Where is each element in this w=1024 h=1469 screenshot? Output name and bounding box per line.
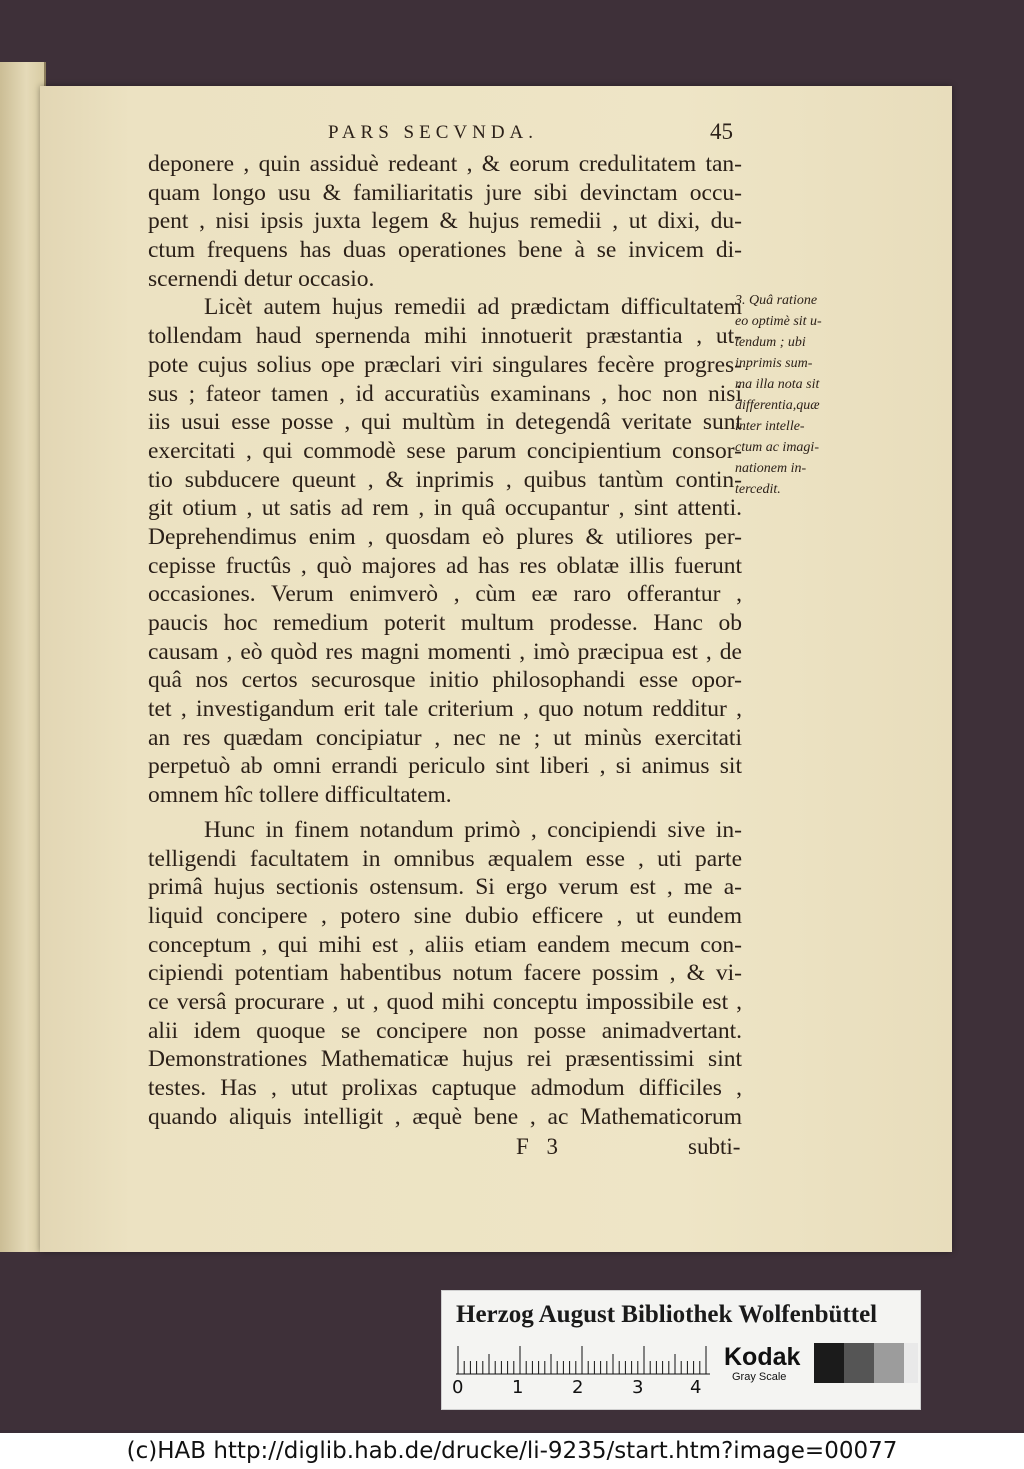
running-head-title: PARS SECVNDA.: [328, 122, 539, 143]
text-line: pote cujus solius ope præclari viri singulares fecère progres-: [148, 351, 742, 378]
text-line: cepisse fructûs , quò majores ad has res oblatæ illis fuerunt: [148, 552, 742, 579]
margin-note: [735, 290, 855, 500]
gray-patch-2: [844, 1343, 874, 1383]
ruler-icon: [456, 1345, 710, 1375]
text-line: cipiendi potentiam habentibus notum facere possim , & vi-: [148, 960, 742, 987]
text-line: sus ; fateor tamen , id accuratiùs examinans , hoc non nisi: [148, 380, 742, 407]
margin-note-line: inter intelle-: [735, 419, 805, 434]
text-line: tollendam haud spernenda mihi innotuerit præstantia , ut-: [148, 323, 742, 350]
text-line: ctum frequens has duas operationes bene à se invicem di-: [148, 237, 742, 264]
gray-patch-1: [814, 1343, 844, 1383]
text-line: primâ hujus sectionis ostensum. Si ergo verum est , me a-: [148, 874, 742, 901]
text-line: Licèt autem hujus remedii ad prædictam difficultatem: [204, 294, 742, 321]
text-line: conceptum , qui mihi est , aliis etiam eandem mecum con-: [148, 931, 742, 958]
text-line: pent , nisi ipsis juxta legem & hujus remedii , ut dixi, du-: [148, 208, 742, 235]
ruler-label-2: 2: [572, 1377, 584, 1398]
text-line: Demonstrationes Mathematicæ hujus rei præsentissimi sint: [148, 1046, 742, 1073]
ruler-label-4: 4: [690, 1377, 702, 1398]
margin-note-line: 3. Quâ ratione: [735, 293, 818, 308]
ruler-label-0: 0: [452, 1377, 464, 1398]
catchword: subti-: [688, 1134, 741, 1159]
text-line: Hunc in finem notandum primò , concipiendi sive in-: [204, 816, 742, 843]
margin-note-line: nationem in-: [735, 461, 807, 476]
text-line: quam longo usu & familiaritatis jure sibi devinctam occu-: [148, 179, 742, 206]
margin-note-line: eo optimè sit u-: [735, 314, 822, 329]
text-line: quâ nos certos securosque initio philosophandi esse opor-: [148, 667, 742, 694]
text-line: scernendi detur occasio.: [148, 265, 375, 292]
text-line: tio subducere queunt , & inprimis , quibus tantùm contin-: [148, 466, 742, 493]
text-line: paucis hoc remedium poterit multum prodesse. Hanc ob: [148, 610, 742, 636]
text-line: telligendi facultatem in omnibus æqualem esse , uti parte: [148, 845, 742, 872]
text-line: ce versâ procurare , ut , quod mihi conceptu impossibile est ,: [148, 988, 742, 1015]
library-name: Herzog August Bibliothek Wolfenbüttel: [456, 1301, 878, 1328]
gray-scale-label: Gray Scale: [732, 1371, 787, 1383]
text-line: testes. Has , utut prolixas captuque admodum difficiles ,: [148, 1075, 742, 1101]
text-line: Deprehendimus enim , quosdam eò plures & utiliores per-: [148, 523, 742, 550]
margin-note-line: tendum ; ubi: [735, 335, 806, 350]
margin-note-line: inprimis sum-: [735, 356, 813, 371]
page-number: 45: [710, 119, 733, 144]
color-scale-card: [441, 1290, 921, 1410]
ruler-label-3: 3: [632, 1377, 644, 1398]
margin-note-line: tercedit.: [735, 482, 781, 497]
text-line: deponere , quin assiduè redeant , & eorum credulitatem tan-: [148, 151, 742, 177]
gray-patch-4: [904, 1343, 918, 1383]
margin-note-line: differentia,quæ: [735, 398, 820, 413]
signature-mark: F 3: [516, 1134, 565, 1159]
credit-line: (c)HAB http://diglib.hab.de/drucke/li-9235/start.htm?image=00077: [0, 1433, 1024, 1469]
text-line: perpetuò ab omni errandi periculo sint liberi , si animus sit: [148, 753, 742, 780]
text-line: occasiones. Verum enimverò , cùm eæ raro offerantur ,: [148, 581, 742, 608]
text-line: git otium , ut satis ad rem , in quâ occupantur , sint attenti.: [148, 495, 742, 522]
ruler-label-1: 1: [512, 1377, 524, 1398]
text-line: iis usui esse posse , qui multùm in detegendâ veritate sunt: [148, 409, 742, 436]
margin-note-line: ctum ac imagi-: [735, 440, 819, 455]
body-text: [148, 150, 742, 1131]
running-head: [328, 119, 733, 144]
text-line: quando aliquis intelligit , æquè bene , ac Mathematicorum: [148, 1103, 742, 1130]
text-line: exercitati , qui commodè sese parum concipientium consor-: [148, 437, 742, 464]
text-line: omnem hîc tollere difficultatem.: [148, 782, 452, 809]
text-line: alii idem quoque se concipere non posse animadvertant.: [148, 1017, 742, 1044]
gray-patch-3: [874, 1343, 904, 1383]
kodak-logo: Kodak: [724, 1343, 801, 1371]
text-line: an res quædam concipiatur , nec ne ; ut minùs exercitati: [148, 724, 742, 751]
text-line: tet , investigandum erit tale criterium , quo notum redditur ,: [148, 696, 742, 723]
text-line: causam , eò quòd res magni momenti , imò præcipua est , de: [148, 638, 742, 665]
margin-note-line: ma illa nota sit: [735, 377, 820, 392]
text-line: liquid concipere , potero sine dubio efficere , ut eundem: [148, 902, 742, 929]
